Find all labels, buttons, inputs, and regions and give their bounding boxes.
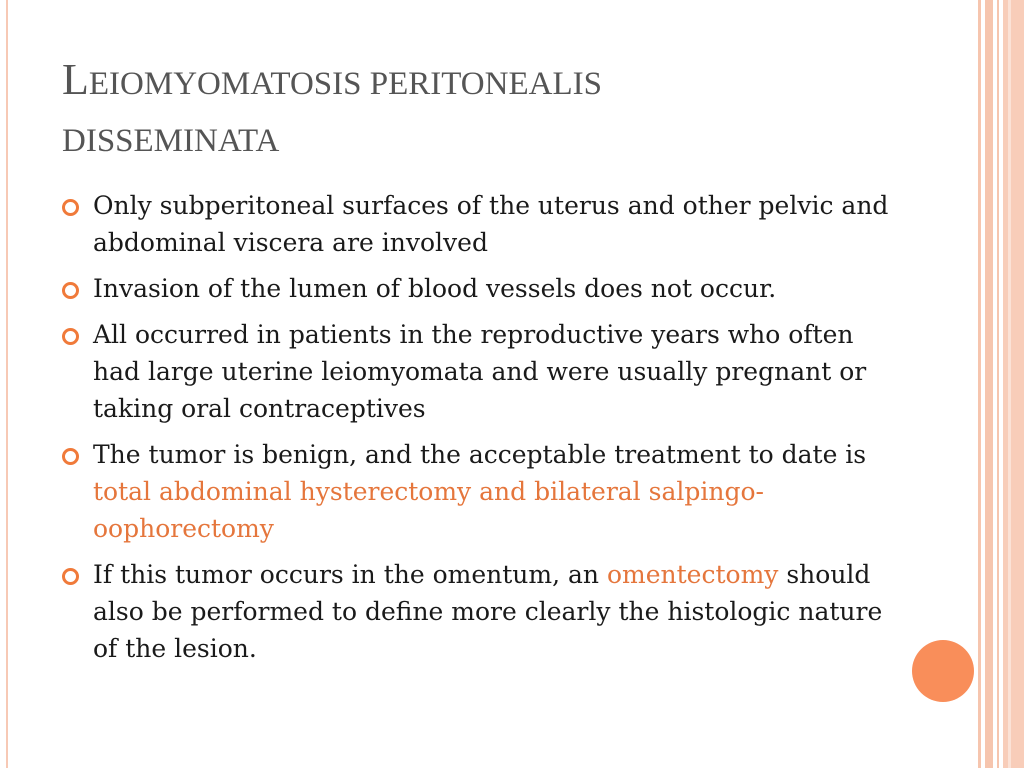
bullet-circle-icon <box>62 448 79 465</box>
bullet-text: The tumor is benign, and the acceptable treatment to date is <box>93 440 867 469</box>
bullet-text: Only subperitoneal surfaces of the uterus and other pelvic and abdominal viscera are involved <box>93 191 889 257</box>
bullet-circle-icon <box>62 199 79 216</box>
bullet-text: If this tumor occurs in the omentum, an <box>93 560 607 589</box>
bullet-list <box>62 187 902 676</box>
bullet-circle-icon <box>62 568 79 585</box>
bullet-highlight: total abdominal hysterectomy and bilateral salpingo-oophorectomy <box>93 477 764 543</box>
bullet-highlight: omentectomy <box>606 560 779 589</box>
bullet-item <box>62 270 902 307</box>
bullet-text: All occurred in patients in the reproductive years who often had large uterine leiomyomata and were usually pregnant or taking oral contraceptives <box>93 320 867 423</box>
title-line1-rest: EIOMYOMATOSIS PERITONEALIS <box>88 66 602 102</box>
decorative-stripes <box>978 0 1024 768</box>
slide-title <box>62 52 942 169</box>
bullet-item <box>62 556 902 667</box>
stripe-1 <box>978 0 981 768</box>
stripe-4-highlight <box>1008 0 1011 768</box>
bullet-item <box>62 436 902 547</box>
title-line2: DISSEMINATA <box>62 123 280 159</box>
bullet-item <box>62 187 902 261</box>
decorative-circle <box>912 640 974 702</box>
left-frame-border <box>0 0 8 768</box>
stripe-3 <box>997 0 999 768</box>
bullet-text-after: should also be performed to define more clearly the histologic nature of the lesion. <box>93 560 883 663</box>
bullet-circle-icon <box>62 282 79 299</box>
stripe-4 <box>1003 0 1024 768</box>
bullet-item <box>62 316 902 427</box>
stripe-2 <box>985 0 993 768</box>
bullet-text: Invasion of the lumen of blood vessels does not occur. <box>93 274 777 303</box>
title-initial: L <box>62 55 89 104</box>
bullet-circle-icon <box>62 328 79 345</box>
